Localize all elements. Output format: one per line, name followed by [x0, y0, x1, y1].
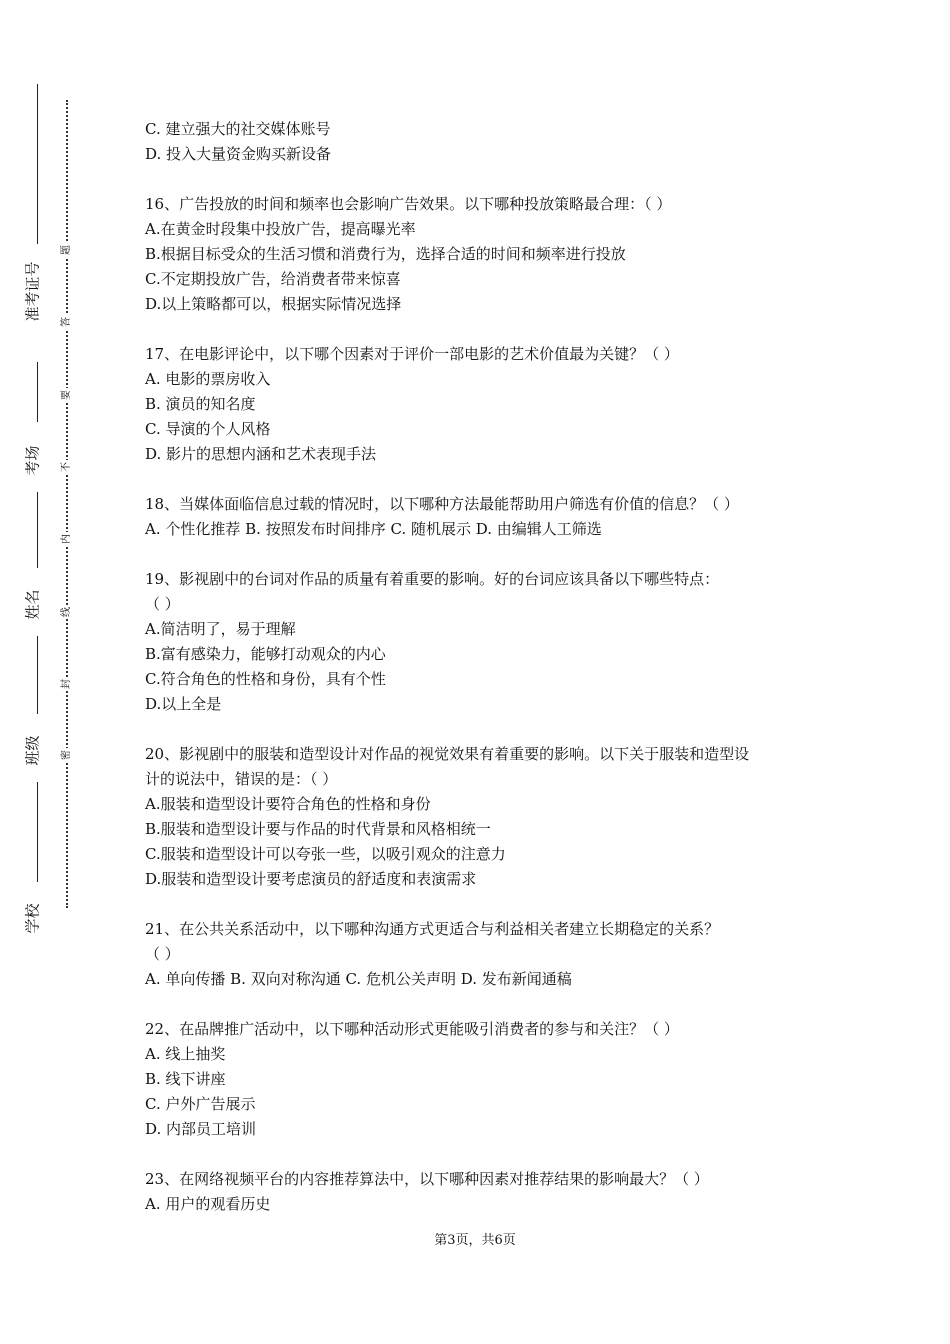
option-line: A.简洁明了，易于理解 — [145, 620, 296, 638]
seal-char: 内 — [59, 532, 75, 546]
option-line: A.服装和造型设计要符合角色的性格和身份 — [145, 795, 431, 813]
option-line: A.在黄金时段集中投放广告，提高曝光率 — [145, 220, 416, 238]
seal-char: 题 — [59, 243, 75, 257]
option-line: D. 影片的思想内涵和艺术表现手法 — [145, 445, 377, 463]
question-21-blank: （ ） — [145, 945, 180, 963]
option-line: B.根据目标受众的生活习惯和消费行为，选择合适的时间和频率进行投放 — [145, 245, 626, 263]
page-footer: 第3页，共6页 — [434, 1233, 516, 1248]
seal-dotted-line — [66, 100, 68, 908]
exam-room-label: 考场 — [23, 445, 42, 476]
seal-char: 线 — [59, 605, 75, 619]
option-line: D.服装和造型设计要考虑演员的舒适度和表演需求 — [145, 870, 477, 888]
option-line: C. 户外广告展示 — [145, 1095, 256, 1113]
option-line: A. 电影的票房收入 — [145, 370, 271, 388]
option-line: B. 演员的知名度 — [145, 395, 256, 413]
question-21-stem: 21、在公共关系活动中，以下哪种沟通方式更适合与利益相关者建立长期稳定的关系？ — [145, 920, 720, 938]
class-label: 班级 — [23, 735, 42, 766]
question-19-blank: （ ） — [145, 595, 180, 613]
option-line: D. 内部员工培训 — [145, 1120, 257, 1138]
option-line: D. 投入大量资金购买新设备 — [145, 145, 332, 163]
option-line: C. 导演的个人风格 — [145, 420, 271, 438]
option-line: C.符合角色的性格和身份，具有个性 — [145, 670, 386, 688]
option-line: B. 线下讲座 — [145, 1070, 226, 1088]
sidebar-rule — [37, 636, 38, 714]
question-16-stem: 16、广告投放的时间和频率也会影响广告效果。以下哪种投放策略最合理：（ ） — [145, 195, 672, 213]
name-label: 姓名 — [23, 589, 42, 620]
seal-char: 密 — [59, 748, 75, 762]
question-20-stem-cont: 计的说法中，错误的是：（ ） — [145, 770, 338, 788]
question-19-stem: 19、影视剧中的台词对作品的质量有着重要的影响。好的台词应该具备以下哪些特点： — [145, 570, 720, 588]
option-line: D.以上全是 — [145, 695, 222, 713]
sidebar-rule — [37, 492, 38, 568]
option-line: A. 单向传播 B. 双向对称沟通 C. 危机公关声明 D. 发布新闻通稿 — [145, 970, 572, 988]
question-22-stem: 22、在品牌推广活动中，以下哪种活动形式更能吸引消费者的参与和关注？（ ） — [145, 1020, 679, 1038]
option-line: A. 线上抽奖 — [145, 1045, 226, 1063]
seal-char: 答 — [59, 315, 75, 329]
option-line: B.服装和造型设计要与作品的时代背景和风格相统一 — [145, 820, 491, 838]
option-line: B.富有感染力，能够打动观众的内心 — [145, 645, 386, 663]
sidebar-rule — [37, 782, 38, 882]
option-line: A. 个性化推荐 B. 按照发布时间排序 C. 随机展示 D. 由编辑人工筛选 — [145, 520, 602, 538]
school-label: 学校 — [23, 903, 42, 934]
option-line: D.以上策略都可以，根据实际情况选择 — [145, 295, 402, 313]
exam-id-label: 准考证号 — [23, 261, 42, 322]
question-17-stem: 17、在电影评论中，以下哪个因素对于评价一部电影的艺术价值最为关键？（ ） — [145, 345, 679, 363]
seal-char: 不 — [59, 460, 75, 474]
question-23-stem: 23、在网络视频平台的内容推荐算法中，以下哪种因素对推荐结果的影响最大？（ ） — [145, 1170, 709, 1188]
question-20-stem: 20、影视剧中的服装和造型设计对作品的视觉效果有着重要的影响。以下关于服装和造型设 — [145, 745, 750, 763]
option-line: C. 建立强大的社交媒体账号 — [145, 120, 331, 138]
sidebar-rule — [37, 84, 38, 244]
seal-char: 封 — [59, 677, 75, 691]
option-line: C.不定期投放广告，给消费者带来惊喜 — [145, 270, 401, 288]
sidebar-rule — [37, 362, 38, 422]
option-line: C.服装和造型设计可以夸张一些，以吸引观众的注意力 — [145, 845, 506, 863]
question-18-stem: 18、当媒体面临信息过载的情况时，以下哪种方法最能帮助用户筛选有价值的信息？（ ） — [145, 495, 739, 513]
question-content — [145, 117, 815, 1217]
option-line: A. 用户的观看历史 — [145, 1195, 271, 1213]
seal-char: 要 — [59, 388, 75, 402]
